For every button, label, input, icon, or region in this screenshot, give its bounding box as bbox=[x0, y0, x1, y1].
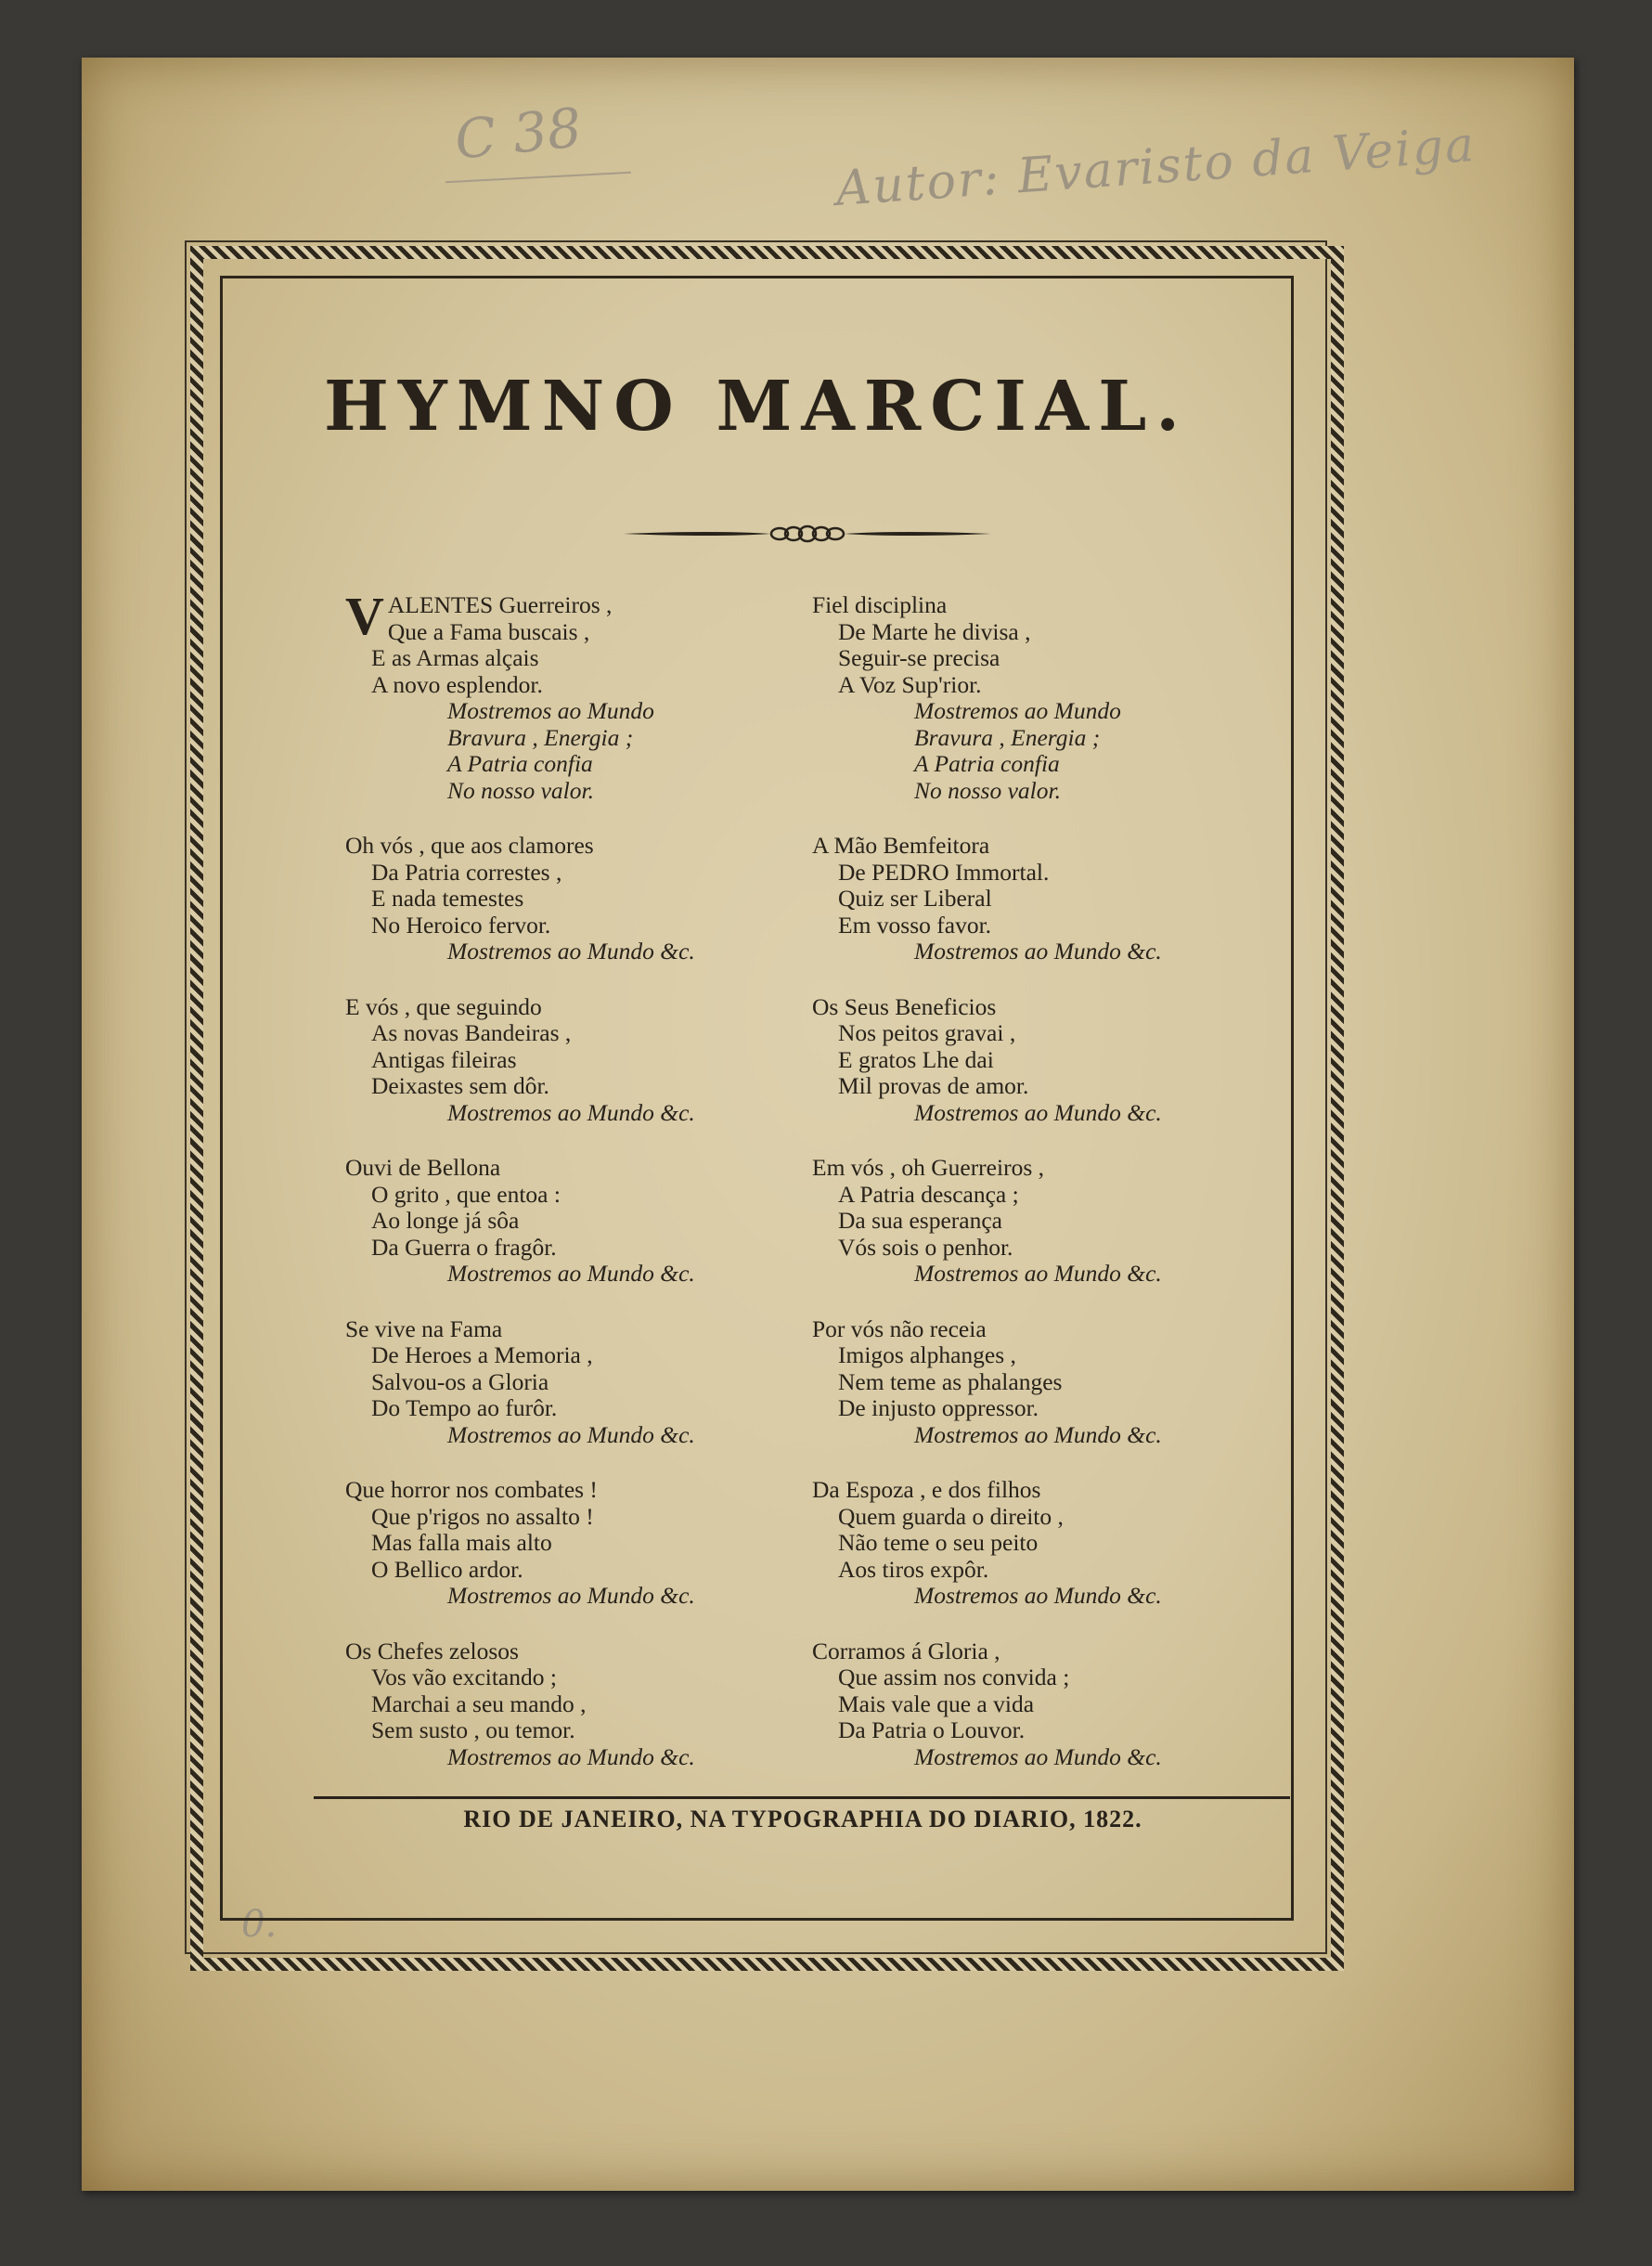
verse-line: Da Patria o Louvor. bbox=[838, 1716, 1026, 1743]
verse-line: Que a Fama buscais , bbox=[387, 617, 590, 645]
drop-cap: V bbox=[345, 586, 384, 646]
stanza bbox=[812, 994, 1162, 1127]
verse-line: ALENTES Guerreiros , bbox=[387, 591, 613, 618]
stanza bbox=[345, 1638, 695, 1771]
stanza bbox=[812, 1155, 1162, 1288]
refrain-line: Mostremos ao Mundo &c. bbox=[447, 1420, 695, 1448]
refrain-line: Mostremos ao Mundo &c. bbox=[914, 1420, 1162, 1448]
stanza bbox=[812, 1316, 1162, 1449]
verse-line: A Patria descança ; bbox=[838, 1180, 1019, 1208]
page-title: HYMNO MARCIAL. bbox=[323, 367, 1190, 447]
stanza bbox=[345, 1155, 695, 1288]
verse-line: A Voz Sup'rior. bbox=[838, 670, 982, 698]
verse-line: Deixastes sem dôr. bbox=[371, 1072, 549, 1099]
refrain-line: Bravura , Energia ; bbox=[914, 723, 1101, 751]
handwritten-call-number: C 38 bbox=[451, 96, 585, 172]
verse-line: Se vive na Fama bbox=[345, 1314, 503, 1342]
verse-line: E gratos Lhe dai bbox=[838, 1045, 994, 1073]
verse-line: E vós , que seguindo bbox=[345, 992, 542, 1020]
stanza bbox=[345, 1316, 695, 1449]
verse-line: Da Patria correstes , bbox=[371, 858, 562, 886]
verse-line: Mas falla mais alto bbox=[371, 1529, 552, 1556]
verse-line: Que assim nos convida ; bbox=[838, 1664, 1070, 1690]
refrain-line: Mostremos ao Mundo &c. bbox=[447, 938, 695, 965]
stanza bbox=[812, 592, 1162, 804]
verse-line: Mais vale que a vida bbox=[838, 1690, 1035, 1717]
verse-line: Sem susto , ou temor. bbox=[371, 1716, 575, 1743]
refrain-line: Mostremos ao Mundo &c. bbox=[914, 938, 1162, 965]
handwritten-author-note: Autor: Evaristo da Veiga bbox=[833, 116, 1478, 218]
refrain-line: Mostremos ao Mundo &c. bbox=[447, 1742, 695, 1770]
verse-line: Imigos alphanges , bbox=[838, 1341, 1016, 1368]
refrain-line: No nosso valor. bbox=[447, 776, 594, 804]
verse-line: O Bellico ardor. bbox=[371, 1555, 523, 1583]
imprint-rule bbox=[314, 1796, 1290, 1799]
verse-line: E nada temestes bbox=[371, 885, 524, 912]
stanza bbox=[345, 994, 695, 1127]
handwritten-corner-mark: 0. bbox=[241, 1903, 277, 1946]
stanza bbox=[345, 1477, 695, 1610]
verse-line: Ao longe já sôa bbox=[371, 1207, 520, 1234]
verse-line: As novas Bandeiras , bbox=[371, 1019, 572, 1046]
verse-line: Fiel disciplina bbox=[812, 591, 948, 618]
verse-line: Aos tiros expôr. bbox=[838, 1555, 989, 1583]
left-column bbox=[345, 586, 695, 1799]
verse-line: Da sua esperança bbox=[838, 1207, 1002, 1234]
title-ornament-divider bbox=[622, 522, 993, 546]
verse-line: Vos vão excitando ; bbox=[371, 1664, 557, 1690]
refrain-line: Mostremos ao Mundo &c. bbox=[914, 1260, 1162, 1287]
refrain-line: Mostremos ao Mundo bbox=[914, 697, 1121, 724]
verse-line: Da Guerra o fragôr. bbox=[371, 1233, 557, 1261]
verse-line: Ouvi de Bellona bbox=[345, 1154, 501, 1181]
stanza bbox=[345, 833, 695, 965]
verse-line: O grito , que entoa : bbox=[371, 1180, 561, 1208]
verse-line: Vós sois o penhor. bbox=[838, 1233, 1013, 1261]
stanza bbox=[812, 833, 1162, 965]
verse-line: A Mão Bemfeitora bbox=[812, 832, 990, 859]
stanza bbox=[812, 1477, 1162, 1610]
verse-line: Em vós , oh Guerreiros , bbox=[812, 1154, 1044, 1181]
verse-line: De PEDRO Immortal. bbox=[838, 858, 1050, 886]
refrain-line: Mostremos ao Mundo &c. bbox=[447, 1098, 695, 1126]
verse-line: Salvou-os a Gloria bbox=[371, 1367, 549, 1395]
stanza bbox=[812, 1638, 1162, 1771]
verse-line: A novo esplendor. bbox=[371, 670, 543, 698]
verse-line: Quiz ser Liberal bbox=[838, 885, 992, 912]
verse-line: Quem guarda o direito , bbox=[838, 1502, 1064, 1530]
verse-line: E as Armas alçais bbox=[371, 644, 539, 671]
verse-line: Em vosso favor. bbox=[838, 911, 992, 939]
verse-line: Oh vós , que aos clamores bbox=[345, 832, 594, 859]
refrain-line: Mostremos ao Mundo &c. bbox=[447, 1260, 695, 1287]
refrain-line: Mostremos ao Mundo bbox=[447, 697, 654, 724]
verse-line: Não teme o seu peito bbox=[838, 1529, 1039, 1556]
verse-line: Antigas fileiras bbox=[371, 1045, 517, 1073]
verse-line: Os Chefes zelosos bbox=[345, 1637, 519, 1664]
stanza bbox=[345, 586, 695, 804]
verse-line: No Heroico fervor. bbox=[371, 911, 551, 939]
verse-line: Os Seus Beneficios bbox=[812, 992, 997, 1020]
refrain-line: Mostremos ao Mundo &c. bbox=[914, 1742, 1162, 1770]
refrain-line: A Patria confia bbox=[447, 750, 593, 777]
verse-line: Seguir-se precisa bbox=[838, 644, 1000, 671]
verse-line: Por vós não receia bbox=[812, 1314, 987, 1342]
imprint-line: RIO DE JANEIRO, NA TYPOGRAPHIA DO DIARIO, 1822. bbox=[463, 1806, 1142, 1832]
refrain-line: Bravura , Energia ; bbox=[447, 723, 634, 751]
verse-line: Que horror nos combates ! bbox=[345, 1476, 598, 1503]
refrain-line: No nosso valor. bbox=[914, 776, 1061, 804]
verse-line: Nem teme as phalanges bbox=[838, 1367, 1063, 1395]
right-column bbox=[812, 592, 1162, 1799]
refrain-line: Mostremos ao Mundo &c. bbox=[914, 1582, 1162, 1609]
refrain-line: A Patria confia bbox=[914, 750, 1060, 777]
verse-line: De injusto oppressor. bbox=[838, 1394, 1039, 1421]
verse-line: Do Tempo ao furôr. bbox=[371, 1394, 558, 1421]
verse-line: De Marte he divisa , bbox=[838, 617, 1031, 645]
verse-line: Que p'rigos no assalto ! bbox=[371, 1502, 594, 1530]
refrain-line: Mostremos ao Mundo &c. bbox=[447, 1582, 695, 1609]
verse-line: Marchai a seu mando , bbox=[371, 1690, 587, 1717]
verse-line: De Heroes a Memoria , bbox=[371, 1341, 593, 1368]
verse-line: Nos peitos gravai , bbox=[838, 1019, 1016, 1046]
refrain-line: Mostremos ao Mundo &c. bbox=[914, 1098, 1162, 1126]
verse-line: Corramos á Gloria , bbox=[812, 1637, 1000, 1664]
verse-line: Da Espoza , e dos filhos bbox=[812, 1476, 1041, 1503]
verse-line: Mil provas de amor. bbox=[838, 1072, 1029, 1099]
